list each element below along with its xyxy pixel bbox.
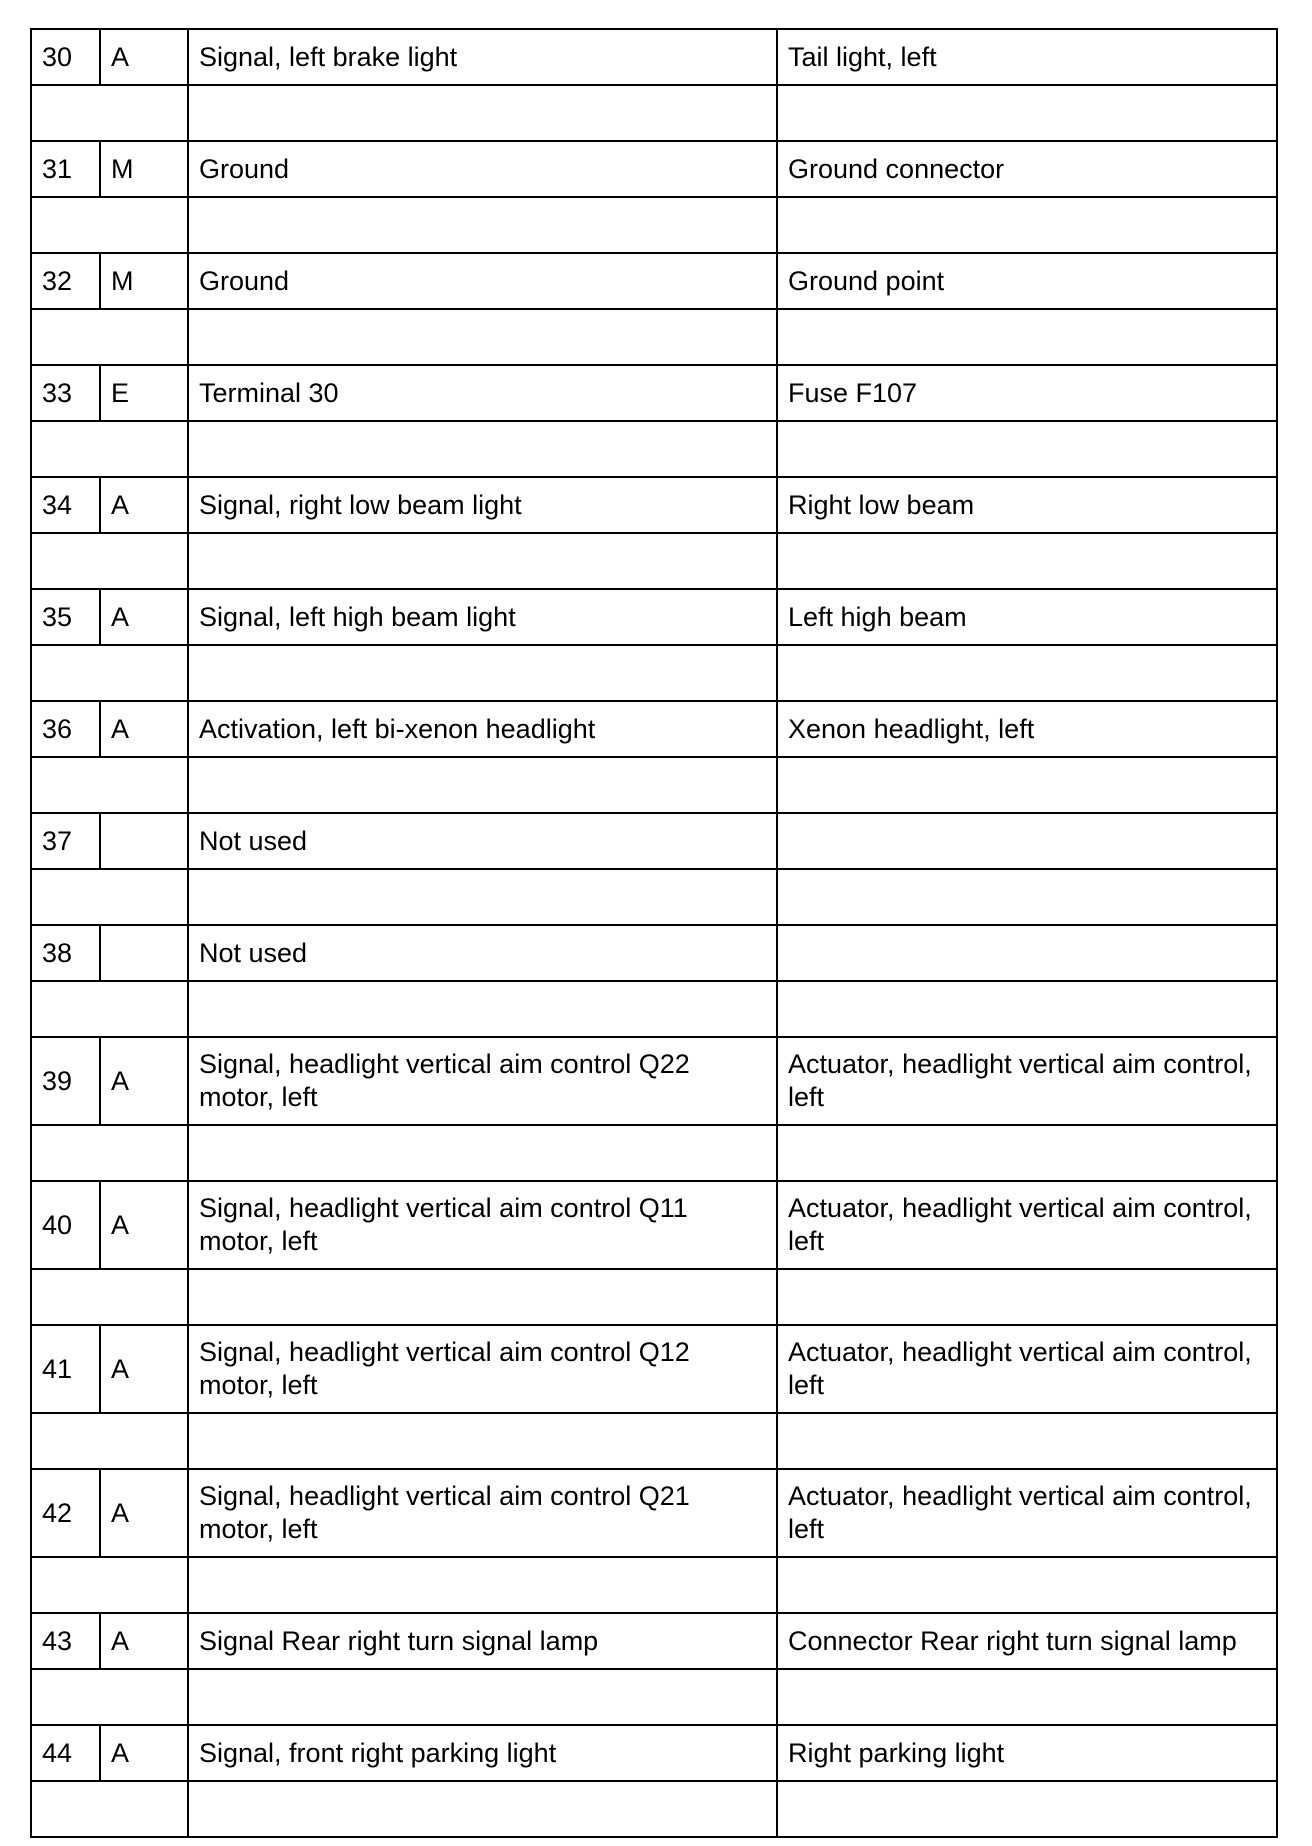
spacer-cell: [777, 757, 1277, 813]
spacer-cell: [777, 1669, 1277, 1725]
pin-number-cell: 33: [31, 365, 100, 421]
table-row: [31, 1037, 1277, 1125]
pin-connection-cell: Actuator, headlight vertical aim control, left: [777, 1469, 1277, 1557]
table-row: [31, 141, 1277, 197]
table-row: [31, 1181, 1277, 1269]
pin-description-cell: Signal, headlight vertical aim control Q21 motor, left: [188, 1469, 777, 1557]
spacer-cell: [31, 645, 188, 701]
pin-number-cell: 31: [31, 141, 100, 197]
table-row: [31, 813, 1277, 869]
pin-number-cell: 36: [31, 701, 100, 757]
table-row: [31, 477, 1277, 533]
spacer-cell: [188, 981, 777, 1037]
pin-description-cell: Signal, headlight vertical aim control Q11 motor, left: [188, 1181, 777, 1269]
pin-description-cell: Signal, left brake light: [188, 29, 777, 85]
table-row: [31, 1725, 1277, 1781]
pin-table-body: [31, 29, 1277, 1837]
spacer-cell: [188, 869, 777, 925]
table-row: [31, 589, 1277, 645]
spacer-cell: [31, 1669, 188, 1725]
spacer-cell: [777, 645, 1277, 701]
spacer-cell: [31, 981, 188, 1037]
spacer-cell: [188, 757, 777, 813]
pin-connection-cell: Fuse F107: [777, 365, 1277, 421]
pin-connection-cell: Actuator, headlight vertical aim control, left: [777, 1037, 1277, 1125]
pin-number-cell: 40: [31, 1181, 100, 1269]
spacer-cell: [188, 645, 777, 701]
pin-type-cell: M: [100, 141, 188, 197]
pin-number-cell: 34: [31, 477, 100, 533]
pin-type-cell: A: [100, 29, 188, 85]
spacer-cell: [31, 1125, 188, 1181]
spacer-cell: [31, 85, 188, 141]
spacer-row: [31, 981, 1277, 1037]
spacer-cell: [31, 757, 188, 813]
spacer-cell: [777, 533, 1277, 589]
pin-description-cell: Ground: [188, 253, 777, 309]
spacer-cell: [188, 197, 777, 253]
pin-number-cell: 42: [31, 1469, 100, 1557]
spacer-cell: [777, 309, 1277, 365]
pin-description-cell: Signal Rear right turn signal lamp: [188, 1613, 777, 1669]
spacer-cell: [31, 1557, 188, 1613]
pin-connection-cell: Actuator, headlight vertical aim control, left: [777, 1325, 1277, 1413]
pin-description-cell: Signal, headlight vertical aim control Q22 motor, left: [188, 1037, 777, 1125]
spacer-cell: [188, 85, 777, 141]
pin-type-cell: [100, 813, 188, 869]
spacer-cell: [31, 309, 188, 365]
pin-connection-cell: Tail light, left: [777, 29, 1277, 85]
spacer-cell: [777, 869, 1277, 925]
pin-connection-cell: Ground connector: [777, 141, 1277, 197]
table-row: [31, 253, 1277, 309]
spacer-cell: [188, 1669, 777, 1725]
spacer-cell: [777, 1781, 1277, 1837]
pin-description-cell: Signal, left high beam light: [188, 589, 777, 645]
spacer-cell: [777, 421, 1277, 477]
pin-type-cell: A: [100, 589, 188, 645]
pin-number-cell: 41: [31, 1325, 100, 1413]
spacer-cell: [31, 197, 188, 253]
spacer-cell: [777, 1125, 1277, 1181]
pin-number-cell: 35: [31, 589, 100, 645]
pin-assignment-page: [30, 28, 1276, 1838]
pin-type-cell: A: [100, 1037, 188, 1125]
pin-type-cell: A: [100, 477, 188, 533]
table-row: [31, 1469, 1277, 1557]
pin-type-cell: A: [100, 1469, 188, 1557]
spacer-row: [31, 309, 1277, 365]
spacer-row: [31, 197, 1277, 253]
pin-number-cell: 43: [31, 1613, 100, 1669]
pin-description-cell: Signal, right low beam light: [188, 477, 777, 533]
table-row: [31, 365, 1277, 421]
spacer-cell: [188, 1557, 777, 1613]
pin-connection-cell: Ground point: [777, 253, 1277, 309]
spacer-cell: [188, 1269, 777, 1325]
spacer-row: [31, 869, 1277, 925]
spacer-cell: [777, 1413, 1277, 1469]
pin-connection-cell: Actuator, headlight vertical aim control, left: [777, 1181, 1277, 1269]
pin-number-cell: 32: [31, 253, 100, 309]
spacer-row: [31, 1557, 1277, 1613]
pin-description-cell: Signal, front right parking light: [188, 1725, 777, 1781]
pin-connection-cell: [777, 813, 1277, 869]
spacer-cell: [188, 421, 777, 477]
table-row: [31, 29, 1277, 85]
pin-number-cell: 44: [31, 1725, 100, 1781]
spacer-cell: [188, 533, 777, 589]
pin-description-cell: Signal, headlight vertical aim control Q12 motor, left: [188, 1325, 777, 1413]
pin-type-cell: [100, 925, 188, 981]
table-row: [31, 1325, 1277, 1413]
spacer-cell: [31, 869, 188, 925]
spacer-cell: [777, 1269, 1277, 1325]
pin-description-cell: Not used: [188, 813, 777, 869]
spacer-row: [31, 757, 1277, 813]
spacer-cell: [777, 981, 1277, 1037]
spacer-cell: [188, 1781, 777, 1837]
pin-type-cell: A: [100, 1613, 188, 1669]
spacer-cell: [188, 1125, 777, 1181]
spacer-cell: [31, 421, 188, 477]
pin-description-cell: Terminal 30: [188, 365, 777, 421]
spacer-cell: [777, 197, 1277, 253]
spacer-row: [31, 1413, 1277, 1469]
table-row: [31, 925, 1277, 981]
pin-connection-cell: Left high beam: [777, 589, 1277, 645]
pin-number-cell: 37: [31, 813, 100, 869]
spacer-row: [31, 421, 1277, 477]
spacer-row: [31, 1269, 1277, 1325]
pin-connection-cell: Connector Rear right turn signal lamp: [777, 1613, 1277, 1669]
pin-connection-cell: Xenon headlight, left: [777, 701, 1277, 757]
spacer-cell: [31, 533, 188, 589]
pin-type-cell: M: [100, 253, 188, 309]
spacer-row: [31, 1669, 1277, 1725]
spacer-row: [31, 1125, 1277, 1181]
pin-number-cell: 39: [31, 1037, 100, 1125]
pin-connection-cell: Right low beam: [777, 477, 1277, 533]
spacer-cell: [777, 1557, 1277, 1613]
pin-connection-cell: Right parking light: [777, 1725, 1277, 1781]
pin-type-cell: A: [100, 1181, 188, 1269]
spacer-cell: [777, 85, 1277, 141]
spacer-cell: [188, 1413, 777, 1469]
spacer-cell: [188, 309, 777, 365]
pin-number-cell: 30: [31, 29, 100, 85]
pin-type-cell: A: [100, 1725, 188, 1781]
table-row: [31, 701, 1277, 757]
pin-connection-cell: [777, 925, 1277, 981]
spacer-row: [31, 645, 1277, 701]
pin-type-cell: A: [100, 701, 188, 757]
spacer-row: [31, 533, 1277, 589]
pin-type-cell: A: [100, 1325, 188, 1413]
pin-type-cell: E: [100, 365, 188, 421]
spacer-row: [31, 1781, 1277, 1837]
pin-number-cell: 38: [31, 925, 100, 981]
pin-description-cell: Activation, left bi-xenon headlight: [188, 701, 777, 757]
pin-description-cell: Not used: [188, 925, 777, 981]
pin-assignment-table: [30, 28, 1278, 1838]
spacer-cell: [31, 1269, 188, 1325]
spacer-row: [31, 85, 1277, 141]
spacer-cell: [31, 1781, 188, 1837]
pin-description-cell: Ground: [188, 141, 777, 197]
table-row: [31, 1613, 1277, 1669]
spacer-cell: [31, 1413, 188, 1469]
